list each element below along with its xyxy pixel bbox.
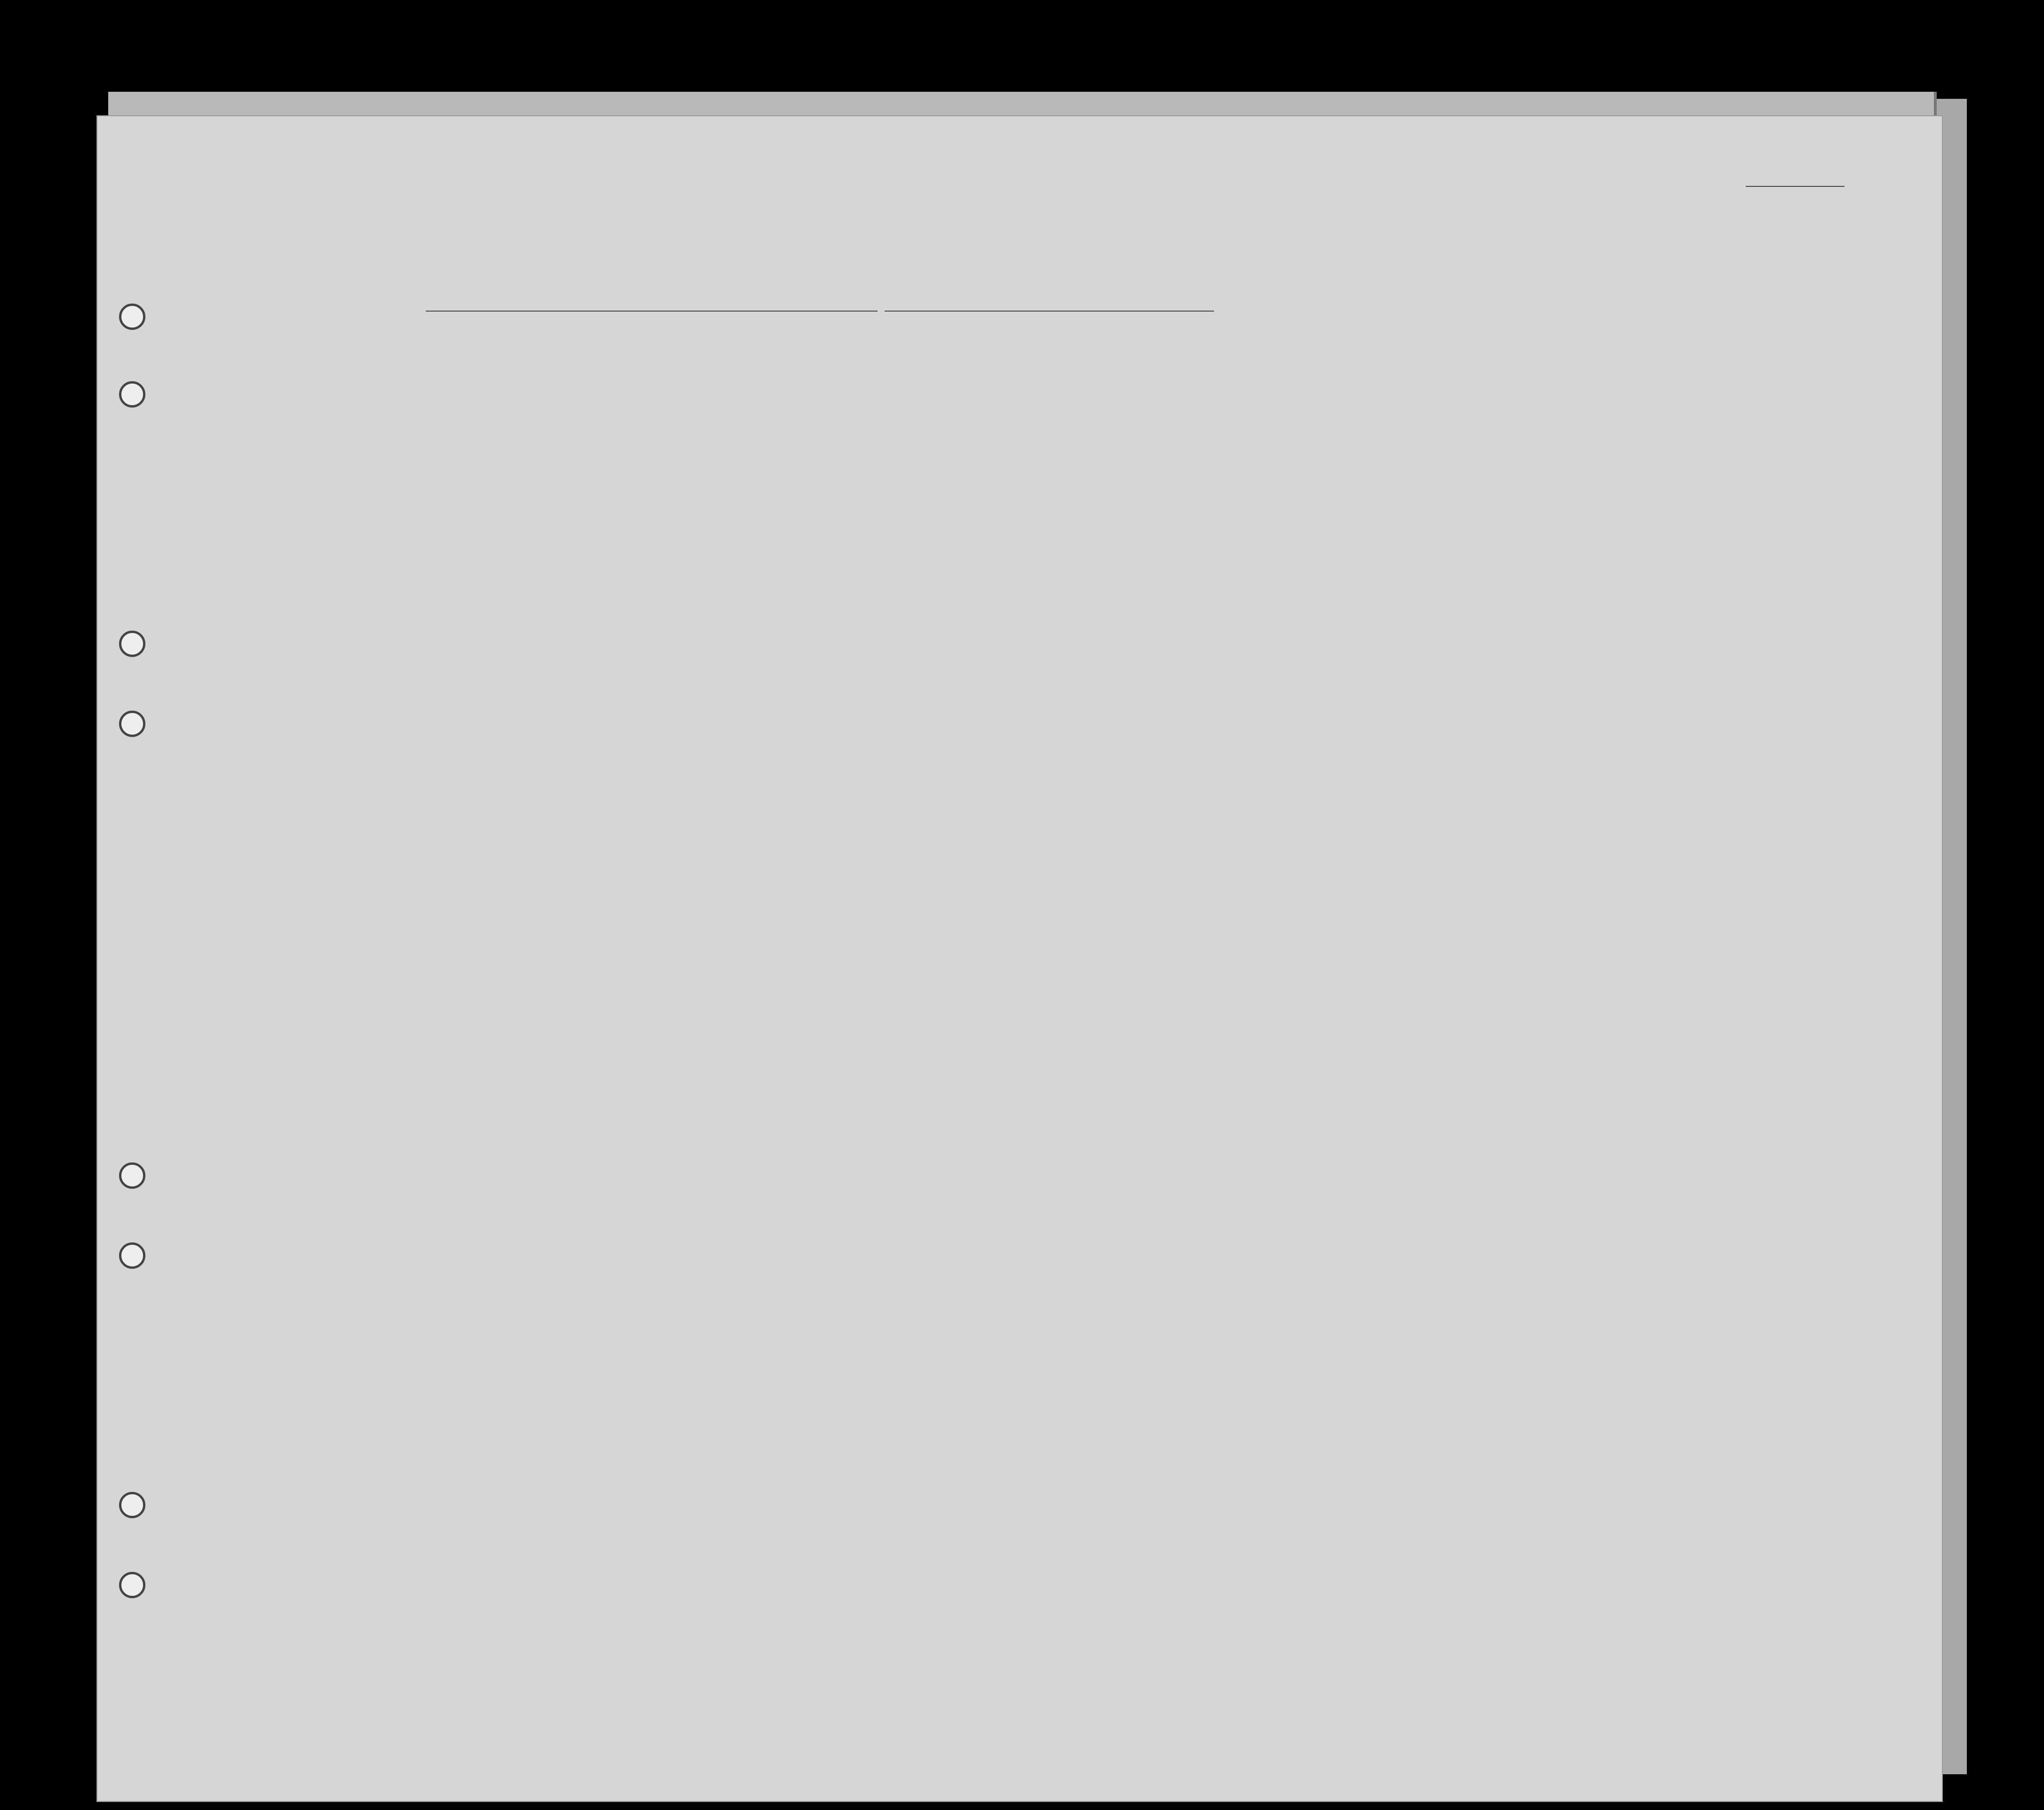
binder-hole xyxy=(119,1162,145,1189)
binder-hole xyxy=(119,381,145,408)
list-underline xyxy=(1746,186,1844,187)
binder-hole xyxy=(119,631,145,657)
binder-hole xyxy=(119,711,145,737)
binder-hole xyxy=(119,1572,145,1598)
date-underline xyxy=(885,311,1214,312)
binder-hole xyxy=(119,1492,145,1518)
port-underline xyxy=(426,311,878,312)
binder-hole xyxy=(119,304,145,330)
binder-hole xyxy=(119,1242,145,1269)
